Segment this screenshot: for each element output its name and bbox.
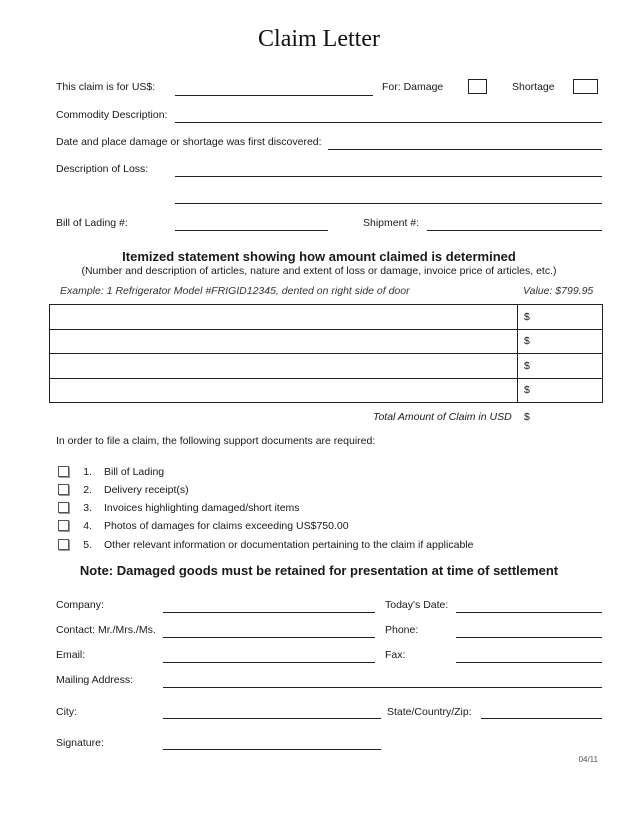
signature-label: Signature: (56, 737, 104, 749)
date-place-label: Date and place damage or shortage was first discovered: (56, 136, 322, 148)
itemized-table (49, 304, 603, 403)
document-checkbox-1[interactable] (58, 466, 69, 477)
document-checkbox-2[interactable] (58, 484, 69, 495)
claim-amount-field[interactable] (175, 95, 373, 96)
page-title: Claim Letter (258, 26, 380, 52)
document-number-2: 2. (83, 484, 92, 496)
document-number-1: 1. (83, 466, 92, 478)
documents-intro: In order to file a claim, the following support documents are required: (56, 435, 376, 447)
todays-date-label: Today's Date: (385, 599, 449, 611)
document-checkbox-5[interactable] (58, 539, 69, 550)
item-value-cell[interactable]: $ (518, 354, 603, 379)
total-value[interactable]: $ (524, 411, 530, 423)
item-description-cell[interactable] (50, 354, 518, 379)
table-row (50, 305, 603, 330)
document-text-1: Bill of Lading (104, 466, 165, 478)
revision-date: 04/11 (578, 755, 598, 764)
table-row (50, 354, 603, 379)
shipment-label: Shipment #: (363, 217, 420, 229)
shortage-checkbox[interactable] (573, 79, 598, 94)
contact-label: Contact: Mr./Mrs./Ms. (56, 624, 156, 636)
item-description-cell[interactable] (50, 378, 518, 403)
mailing-address-label: Mailing Address: (56, 674, 134, 686)
state-country-zip-field[interactable] (481, 718, 602, 719)
bill-of-lading-field[interactable] (175, 230, 328, 231)
description-label: Description of Loss: (56, 163, 149, 175)
description-field-1[interactable] (175, 176, 602, 177)
commodity-field[interactable] (175, 122, 602, 123)
document-checkbox-4[interactable] (58, 520, 69, 531)
fax-field[interactable] (456, 662, 602, 663)
item-value-cell[interactable]: $ (518, 305, 603, 330)
email-label: Email: (56, 649, 86, 661)
document-text-2: Delivery receipt(s) (104, 484, 189, 496)
document-checkbox-3[interactable] (58, 502, 69, 513)
document-text-5: Other relevant information or documentation pertaining to the claim if applicable (104, 539, 474, 551)
phone-field[interactable] (456, 637, 602, 638)
itemized-heading: Itemized statement showing how amount claimed is determined (122, 249, 516, 264)
company-field[interactable] (163, 612, 375, 613)
damage-label: For: Damage (382, 81, 444, 93)
description-field-2[interactable] (175, 203, 602, 204)
table-row (50, 378, 603, 403)
document-number-5: 5. (83, 539, 92, 551)
shortage-label: Shortage (512, 81, 555, 93)
todays-date-field[interactable] (456, 612, 602, 613)
shipment-field[interactable] (427, 230, 602, 231)
bill-of-lading-label: Bill of Lading #: (56, 217, 128, 229)
item-value-cell[interactable]: $ (518, 329, 603, 354)
state-country-zip-label: State/Country/Zip: (387, 706, 472, 718)
commodity-label: Commodity Description: (56, 109, 168, 121)
signature-field[interactable] (163, 749, 381, 750)
document-text-3: Invoices highlighting damaged/short items (104, 502, 300, 514)
company-label: Company: (56, 599, 104, 611)
damage-checkbox[interactable] (468, 79, 487, 94)
document-number-3: 3. (83, 502, 92, 514)
item-description-cell[interactable] (50, 329, 518, 354)
table-row (50, 329, 603, 354)
item-description-cell[interactable] (50, 305, 518, 330)
contact-field[interactable] (163, 637, 375, 638)
document-number-4: 4. (83, 520, 92, 532)
mailing-address-field[interactable] (163, 687, 602, 688)
settlement-note: Note: Damaged goods must be retained for presentation at time of settlement (79, 563, 559, 578)
item-value-cell[interactable]: $ (518, 378, 603, 403)
itemized-subheading: (Number and description of articles, nature and extent of loss or damage, invoice price of articles, etc.) (81, 265, 557, 277)
city-label: City: (56, 706, 77, 718)
example-text: Example: 1 Refrigerator Model #FRIGID12345, dented on right side of door (60, 285, 410, 297)
document-text-4: Photos of damages for claims exceeding US$750.00 (104, 520, 349, 532)
date-place-field[interactable] (328, 149, 602, 150)
fax-label: Fax: (385, 649, 406, 661)
claim-amount-label: This claim is for US$: (56, 81, 156, 93)
email-field[interactable] (163, 662, 375, 663)
phone-label: Phone: (385, 624, 419, 636)
total-label: Total Amount of Claim in USD (373, 411, 512, 423)
example-value: Value: $799.95 (523, 285, 594, 297)
city-field[interactable] (163, 718, 381, 719)
